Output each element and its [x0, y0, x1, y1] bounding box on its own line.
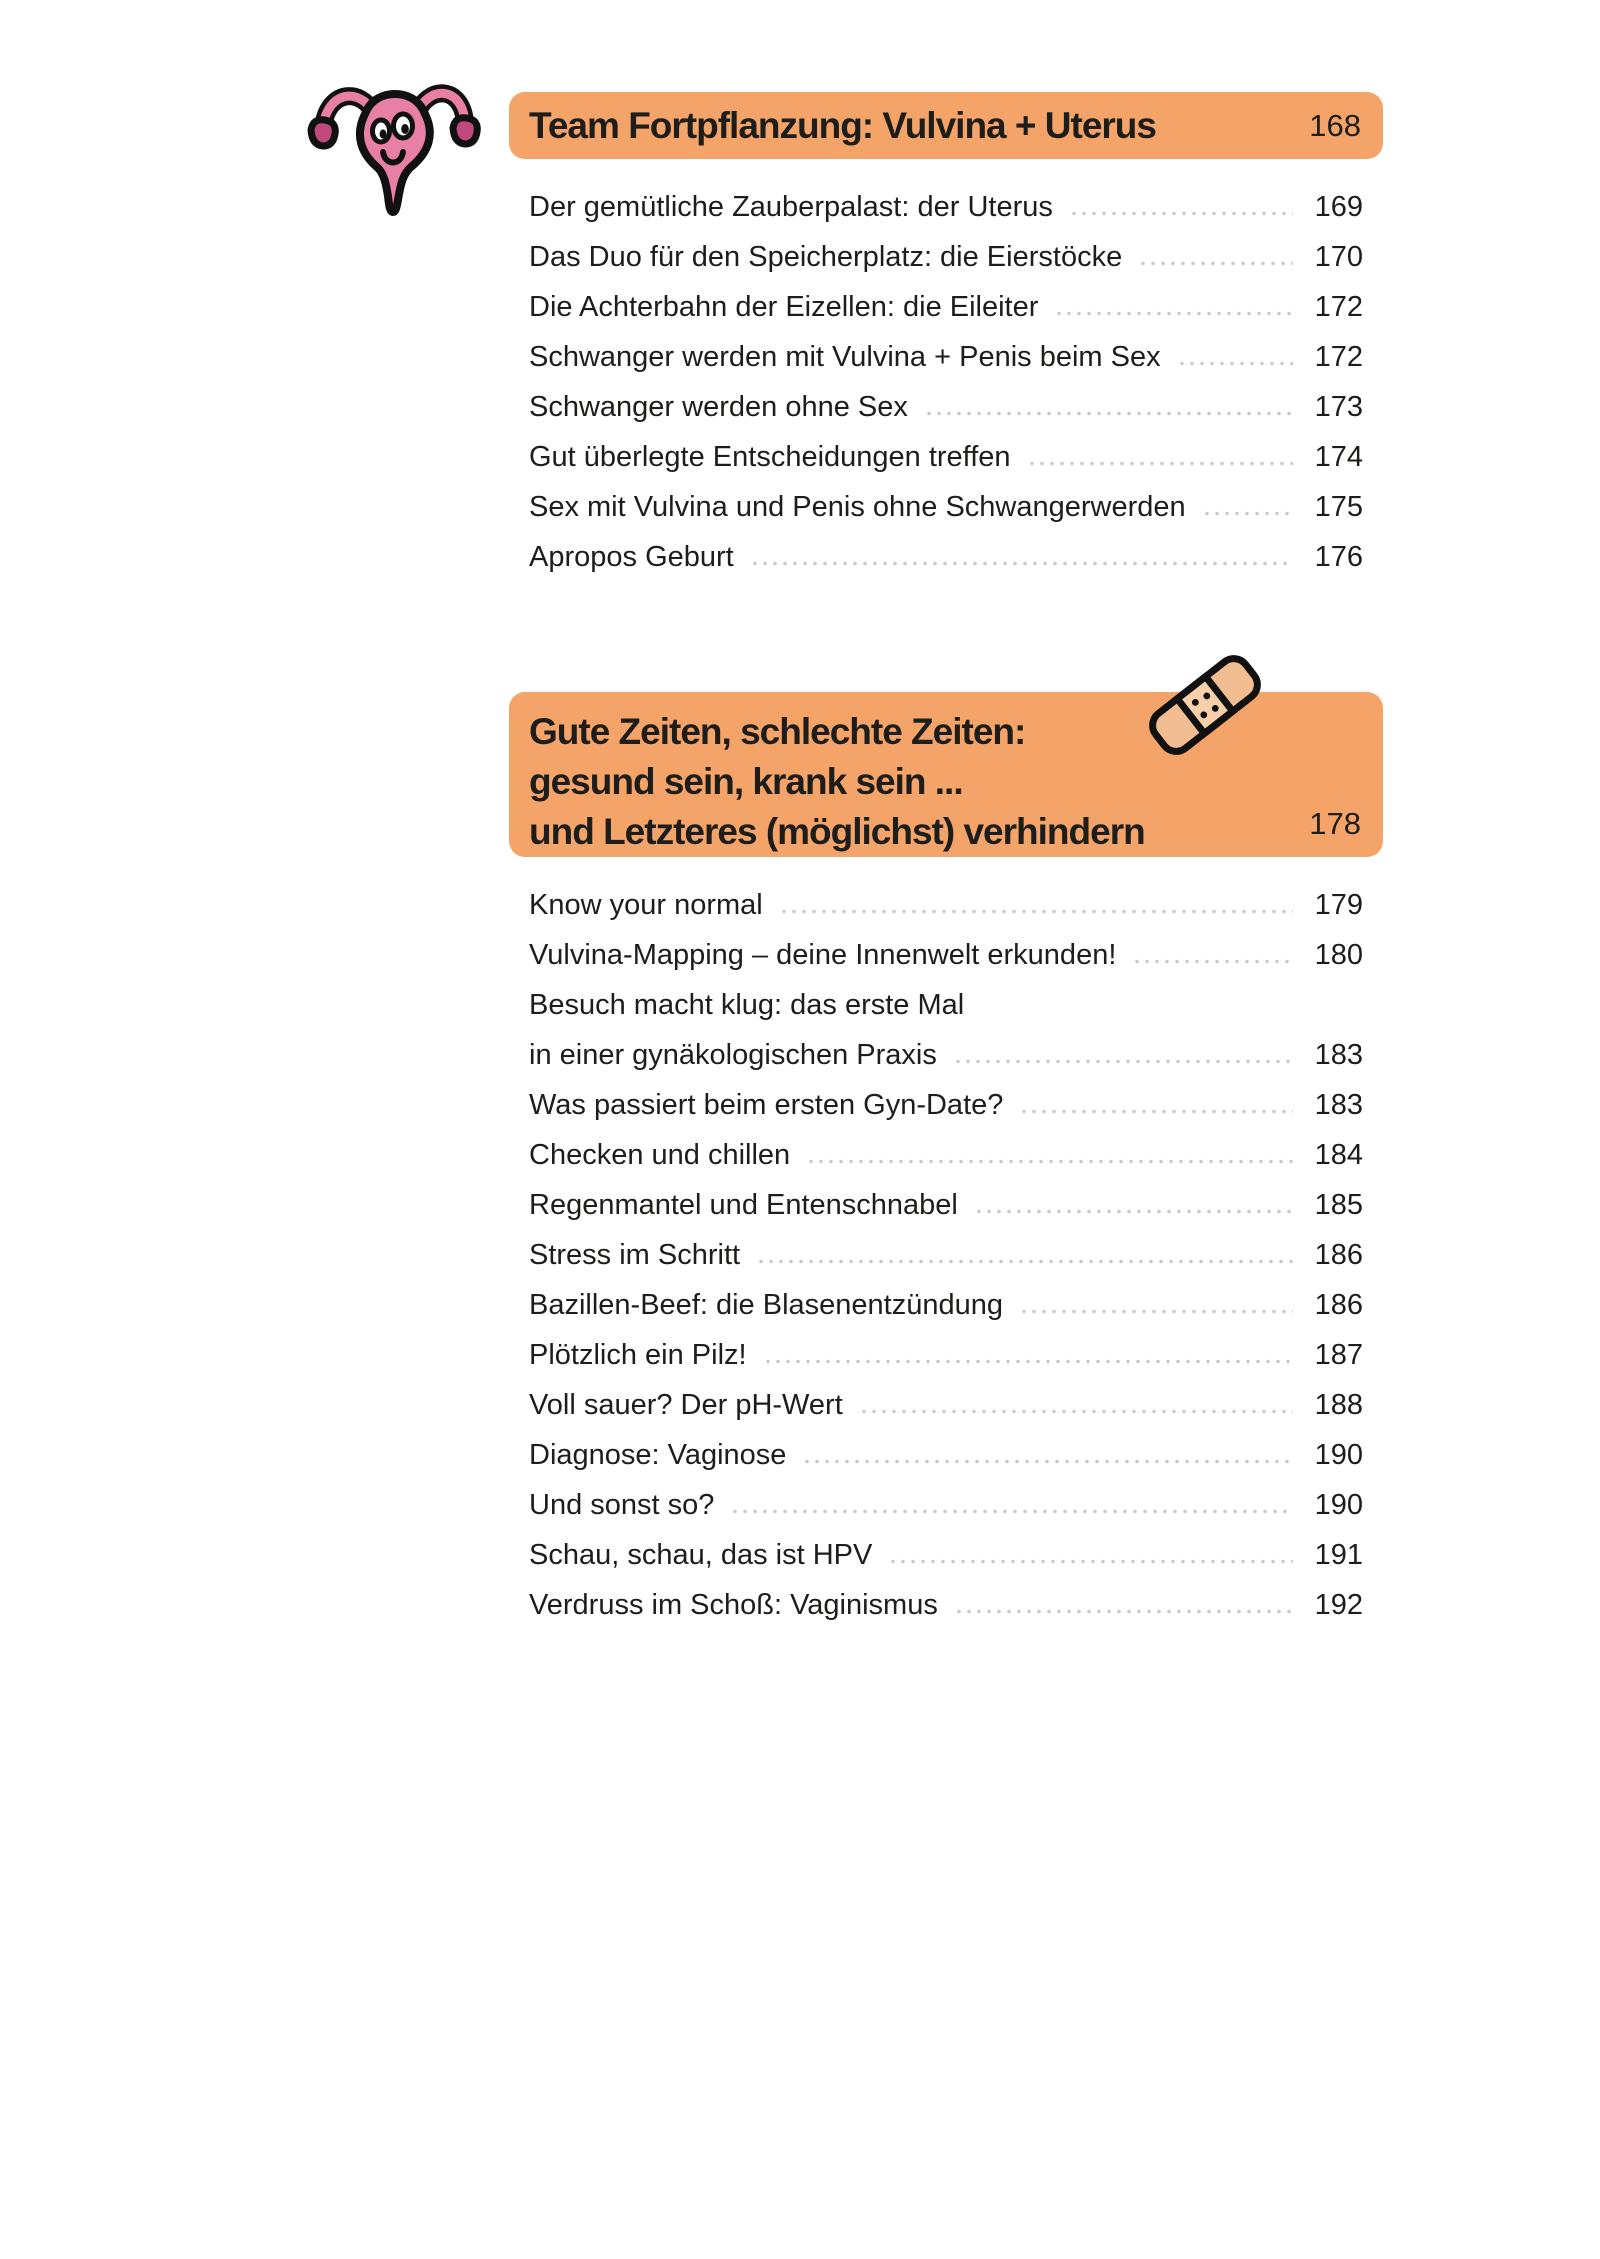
toc-entry: [529, 1430, 1363, 1480]
dot-leader: [1019, 1309, 1293, 1314]
toc-entry-page: 186: [1314, 1238, 1363, 1271]
toc-entry-label: Schwanger werden ohne Sex: [529, 390, 908, 423]
dot-leader: [1202, 511, 1293, 516]
dot-leader: [1177, 361, 1293, 366]
toc-entry-page: 186: [1314, 1288, 1363, 1321]
dot-leader: [779, 909, 1293, 914]
toc-entry-page: 172: [1314, 340, 1363, 373]
toc-entry-label: Bazillen-Beef: die Blasenentzündung: [529, 1288, 1003, 1321]
dot-leader: [954, 1609, 1293, 1614]
dot-leader: [756, 1259, 1293, 1264]
toc-entry-label: Schwanger werden mit Vulvina + Penis beim Sex: [529, 340, 1161, 373]
toc-entry-label: Schau, schau, das ist HPV: [529, 1538, 873, 1571]
dot-leader: [1138, 261, 1293, 266]
toc-entry: [529, 1280, 1363, 1330]
toc-entry: [529, 1180, 1363, 1230]
toc-entry-page: 188: [1314, 1388, 1363, 1421]
toc-list-reproduction: [529, 182, 1363, 582]
toc-entry-label: Gut überlegte Entscheidungen treffen: [529, 440, 1011, 473]
toc-entry-label: Diagnose: Vaginose: [529, 1438, 787, 1471]
toc-entry: [529, 432, 1363, 482]
chapter-header-reproduction: [509, 92, 1383, 159]
toc-entry-label: Vulvina-Mapping – deine Innenwelt erkunden!: [529, 938, 1117, 971]
dot-leader: [750, 561, 1293, 566]
dot-leader: [802, 1459, 1293, 1464]
toc-entry-label: Die Achterbahn der Eizellen: die Eileiter: [529, 290, 1039, 323]
toc-entry: [529, 532, 1363, 582]
toc-entry-label: Was passiert beim ersten Gyn-Date?: [529, 1088, 1004, 1121]
toc-entry-label: Regenmantel und Entenschnabel: [529, 1188, 958, 1221]
toc-entry-label: Sex mit Vulvina und Penis ohne Schwangerwerden: [529, 490, 1186, 523]
toc-entry-page: 184: [1314, 1138, 1363, 1171]
toc-entry: [529, 1230, 1363, 1280]
chapter-page-number: 168: [1309, 107, 1361, 143]
toc-list-health: [529, 880, 1363, 1630]
dot-leader: [924, 411, 1293, 416]
toc-entry: [529, 482, 1363, 532]
toc-entry: [529, 182, 1363, 232]
toc-entry: [529, 880, 1363, 930]
chapter-title-line-2: gesund sein, krank sein ...: [529, 761, 963, 802]
toc-entry-label: Checken und chillen: [529, 1138, 791, 1171]
toc-entry-label: Verdruss im Schoß: Vaginismus: [529, 1588, 938, 1621]
dot-leader: [859, 1409, 1293, 1414]
toc-entry-page: 179: [1314, 888, 1363, 921]
toc-entry-page: 187: [1314, 1338, 1363, 1371]
toc-entry: [529, 1330, 1363, 1380]
toc-entry-page: 174: [1314, 440, 1363, 473]
dot-leader: [1069, 211, 1293, 216]
toc-entry-label: Stress im Schritt: [529, 1238, 741, 1271]
dot-leader: [806, 1159, 1293, 1164]
uterus-icon: [293, 70, 498, 225]
toc-entry: [529, 1580, 1363, 1630]
toc-entry: [529, 232, 1363, 282]
toc-entry: [529, 930, 1363, 980]
toc-entry: [529, 1030, 1363, 1080]
toc-entry-page: 169: [1314, 190, 1363, 223]
toc-entry-label: Besuch macht klug: das erste Mal: [529, 988, 965, 1021]
toc-entry-label: Und sonst so?: [529, 1488, 715, 1521]
dot-leader: [1019, 1109, 1293, 1114]
toc-entry-page: 185: [1314, 1188, 1363, 1221]
dot-leader: [1054, 311, 1293, 316]
toc-entry-page: 183: [1314, 1088, 1363, 1121]
chapter-title-line-1: Gute Zeiten, schlechte Zeiten:: [529, 711, 1026, 752]
chapter-header-health: [509, 692, 1383, 857]
chapter-title: Team Fortpflanzung: Vulvina + Uterus: [529, 104, 1156, 146]
toc-entry: [529, 1530, 1363, 1580]
chapter-title-line-3: und Letzteres (möglichst) verhindern: [529, 811, 1145, 852]
toc-entry-page: 172: [1314, 290, 1363, 323]
toc-entry-label: in einer gynäkologischen Praxis: [529, 1038, 937, 1071]
toc-entry-page: 170: [1314, 240, 1363, 273]
toc-entry: [529, 1130, 1363, 1180]
toc-entry: [529, 1380, 1363, 1430]
dot-leader: [763, 1359, 1293, 1364]
toc-entry-page: 175: [1314, 490, 1363, 523]
toc-entry-page: 191: [1314, 1538, 1363, 1571]
toc-entry-label: Das Duo für den Speicherplatz: die Eierstöcke: [529, 240, 1123, 273]
toc-entry-page: 190: [1314, 1438, 1363, 1471]
dot-leader: [1027, 461, 1293, 466]
toc-entry: [529, 332, 1363, 382]
toc-entry-page: 173: [1314, 390, 1363, 423]
toc-entry: [529, 1480, 1363, 1530]
toc-entry-page: 180: [1314, 938, 1363, 971]
dot-leader: [974, 1209, 1293, 1214]
toc-entry: [529, 980, 1363, 1030]
toc-entry-label: Apropos Geburt: [529, 540, 734, 573]
chapter-page-number: 178: [1309, 806, 1361, 841]
toc-entry-page: 183: [1314, 1038, 1363, 1071]
toc-entry: [529, 1080, 1363, 1130]
dot-leader: [730, 1509, 1293, 1514]
toc-entry-page: 190: [1314, 1488, 1363, 1521]
dot-leader: [953, 1059, 1293, 1064]
toc-entry-label: Plötzlich ein Pilz!: [529, 1338, 747, 1371]
toc-entry-label: Know your normal: [529, 888, 763, 921]
toc-entry: [529, 382, 1363, 432]
toc-entry-label: Voll sauer? Der pH-Wert: [529, 1388, 843, 1421]
toc-entry-label: Der gemütliche Zauberpalast: der Uterus: [529, 190, 1053, 223]
toc-entry-page: 192: [1314, 1588, 1363, 1621]
dot-leader: [1132, 959, 1293, 964]
dot-leader: [888, 1559, 1293, 1564]
toc-entry: [529, 282, 1363, 332]
toc-entry-page: 176: [1314, 540, 1363, 573]
